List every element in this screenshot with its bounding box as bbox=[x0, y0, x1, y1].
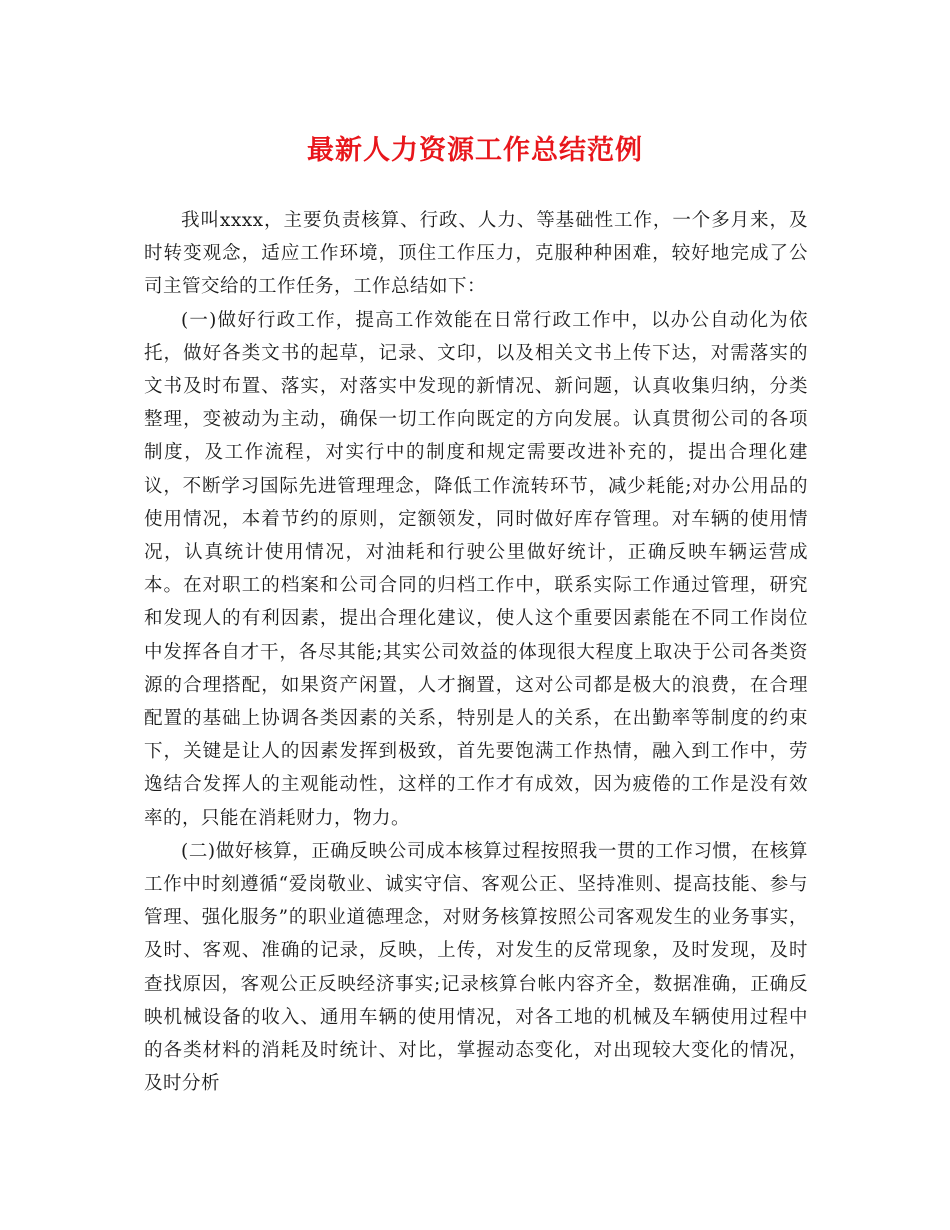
document-body bbox=[144, 204, 808, 1100]
document-title: 最新人力资源工作总结范例 bbox=[307, 135, 643, 166]
paragraph-intro: 我叫xxxx，主要负责核算、行政、人力、等基础性工作，一个多月来，及时转变观念，适应工作环境，顶住工作压力，克服种种困难，较好地完成了公司主管交给的工作任务，工作总结如下： bbox=[144, 210, 808, 298]
paragraph-accounting: (二)做好核算，正确反映公司成本核算过程按照我一贯的工作习惯，在核算工作中时刻遵循“爱岗敬业、诚实守信、客观公正、坚持准则、提高技能、参与管理、强化服务”的职业道德理念，对财务核算按照公司客观发生的业务事实，及时、客观、准确的记录，反映，上传，对发生的反常现象，及时发现，及时查找原因，客观公正反映经济事实;记录核算台帐内容齐全，数据准确，正确反映机械设备的收入、通用车辆的使用情况，对各工地的机械及车辆使用过程中的各类材料的消耗及时统计、对比，掌握动态变化，对出现较大变化的情况，及时分析 bbox=[144, 840, 808, 1095]
paragraph-administration: (一)做好行政工作，提高工作效能在日常行政工作中，以办公自动化为依托，做好各类文书的起草，记录、文印，以及相关文书上传下达，对需落实的文书及时布置、落实，对落实中发现的新情况、新问题，认真收集归纳，分类整理，变被动为主动，确保一切工作向既定的方向发展。认真贯彻公司的各项制度，及工作流程，对实行中的制度和规定需要改进补充的，提出合理化建议，不断学习国际先进管理理念，降低工作流转环节，减少耗能;对办公用品的使用情况，本着节约的原则，定额领发，同时做好库存管理。对车辆的使用情况，认真统计使用情况，对油耗和行驶公里做好统计，正确反映车辆运营成本。在对职工的档案和公司合同的归档工作中，联系实际工作通过管理，研究和发现人的有利因素，提出合理化建议，使人这个重要因素能在不同工作岗位中发挥各自才干，各尽其能;其实公司效益的体现很大程度上取决于公司各类资源的合理搭配，如果资产闲置，人才搁置，这对公司都是极大的浪费，在合理配置的基础上协调各类因素的关系，特别是人的关系，在出勤率等制度的约束下，关键是让人的因素发挥到极致，首先要饱满工作热情，融入到工作中，劳逸结合发挥人的主观能动性，这样的工作才有成效，因为疲倦的工作是没有效率的，只能在消耗财力，物力。 bbox=[144, 309, 808, 829]
